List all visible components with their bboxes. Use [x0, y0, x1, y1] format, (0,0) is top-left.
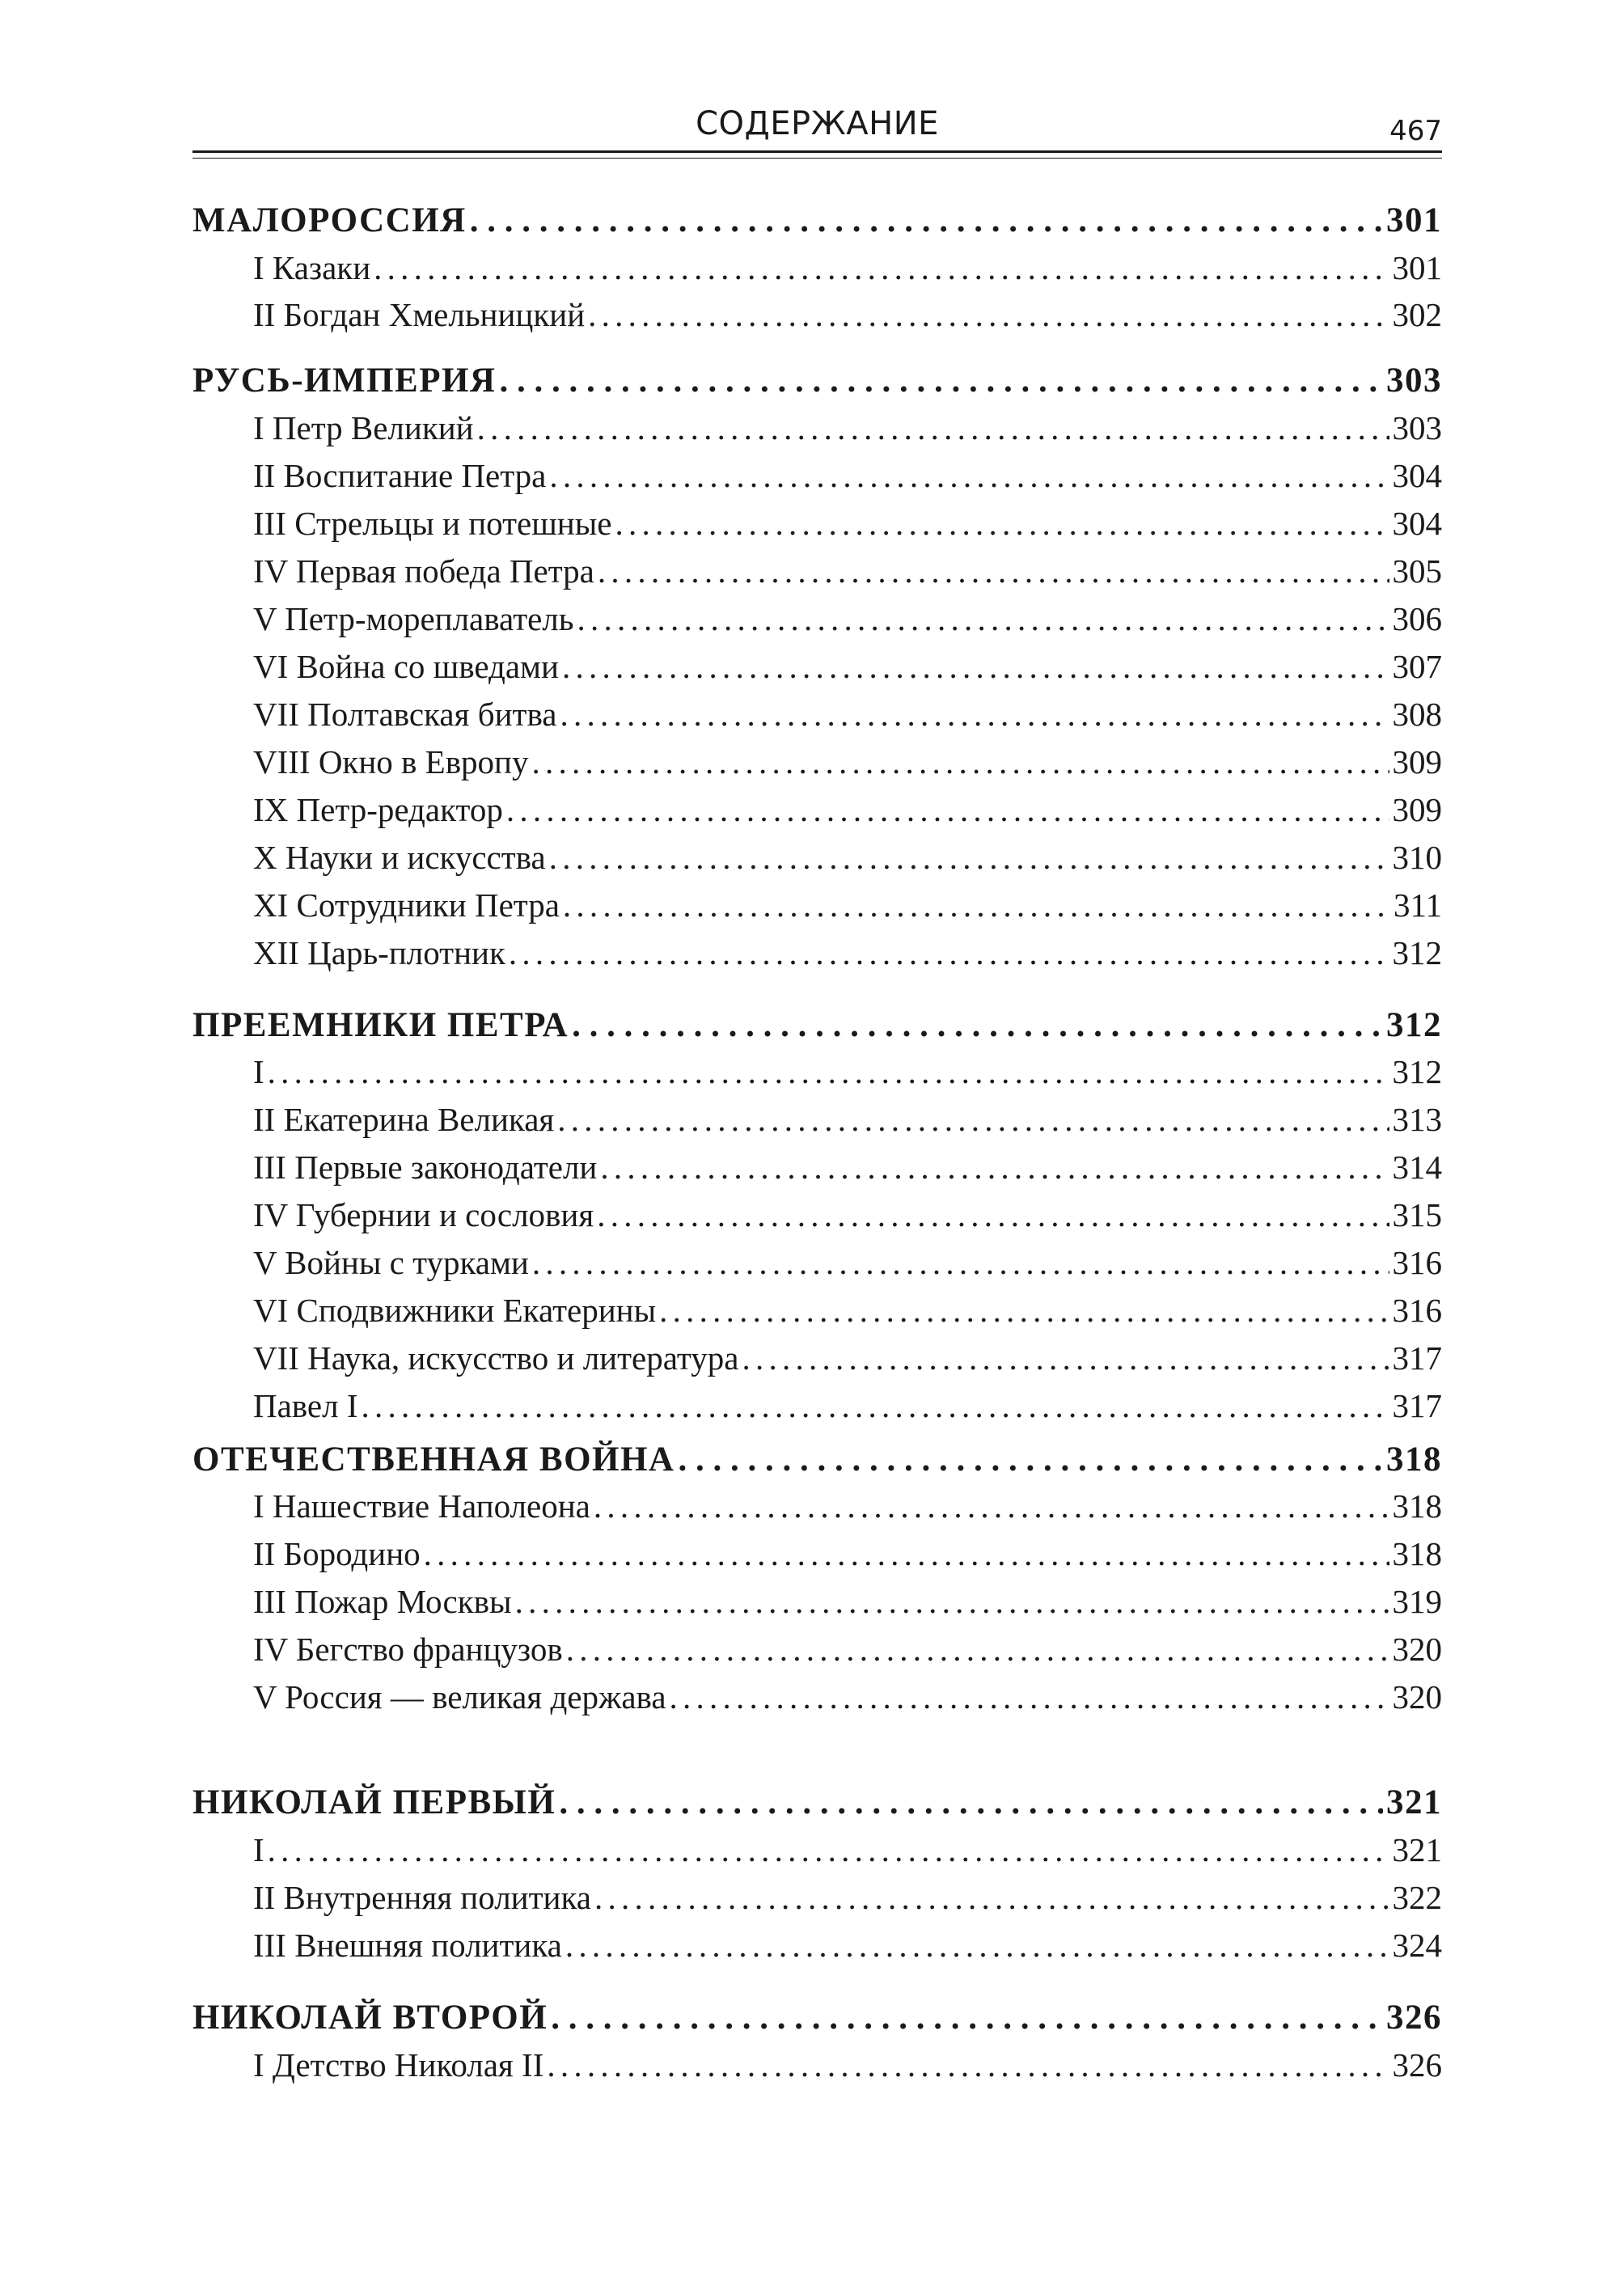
dot-leader: [562, 644, 1389, 689]
entry-page: 309: [1392, 743, 1442, 781]
entry-page: 305: [1392, 552, 1442, 590]
dot-leader: [678, 1437, 1383, 1483]
entry-page: 316: [1392, 1244, 1442, 1281]
entry-page: 306: [1392, 600, 1442, 637]
toc-entry[interactable]: [253, 1827, 1442, 1872]
dot-leader: [424, 1531, 1389, 1576]
entry-page: 316: [1392, 1292, 1442, 1329]
entry-page: 304: [1392, 457, 1442, 494]
dot-leader: [566, 1627, 1389, 1672]
toc-entry[interactable]: [253, 2042, 1442, 2088]
entry-page: 303: [1392, 409, 1442, 446]
entry-label: Павел I: [253, 1387, 358, 1424]
dot-leader: [594, 1483, 1389, 1529]
toc-entry[interactable]: [253, 787, 1442, 832]
entry-label: III Стрельцы и потешные: [253, 505, 612, 542]
entry-label: X Науки и искусства: [253, 839, 546, 876]
toc-entry[interactable]: [253, 1579, 1442, 1624]
dot-leader: [670, 1674, 1389, 1720]
entry-page: 321: [1392, 1831, 1442, 1868]
entry-label: II Бородино: [253, 1535, 421, 1572]
entry-page: 317: [1392, 1387, 1442, 1424]
dot-leader: [532, 739, 1389, 785]
dot-leader: [547, 2042, 1389, 2088]
toc-entry[interactable]: [253, 739, 1442, 785]
dot-leader: [470, 198, 1383, 243]
entry-page: 301: [1392, 249, 1442, 286]
section-page: 318: [1386, 1441, 1442, 1479]
entry-label: I: [253, 1831, 264, 1868]
section-page: 326: [1386, 1999, 1442, 2037]
entry-page: 320: [1392, 1678, 1442, 1716]
dot-leader: [499, 358, 1383, 404]
toc-section-heading[interactable]: [192, 1780, 1442, 1826]
toc-entry[interactable]: [253, 1674, 1442, 1720]
toc-entry[interactable]: [253, 1875, 1442, 1920]
entry-page: 312: [1392, 1053, 1442, 1090]
section-title: НИКОЛАЙ ПЕРВЫЙ: [192, 1783, 556, 1821]
entry-page: 315: [1392, 1196, 1442, 1233]
entry-label: II Екатерина Великая: [253, 1101, 555, 1138]
toc-entry[interactable]: [253, 405, 1442, 451]
entry-label: I: [253, 1053, 264, 1090]
toc-entry[interactable]: [253, 930, 1442, 975]
entry-label: III Внешняя политика: [253, 1927, 562, 1964]
entry-label: II Богдан Хмельницкий: [253, 296, 586, 333]
toc-entry[interactable]: [253, 1288, 1442, 1333]
dot-leader: [549, 453, 1389, 498]
section-page: 303: [1386, 362, 1442, 400]
toc-section-heading[interactable]: [192, 1995, 1442, 2041]
toc-entry[interactable]: [253, 1144, 1442, 1190]
dot-leader: [742, 1335, 1389, 1381]
entry-page: 310: [1392, 839, 1442, 876]
entry-page: 314: [1392, 1149, 1442, 1186]
section-title: НИКОЛАЙ ВТОРОЙ: [192, 1999, 548, 2037]
entry-label: VI Сподвижники Екатерины: [253, 1292, 657, 1329]
entry-label: VI Война со шведами: [253, 648, 559, 685]
toc-entry[interactable]: [253, 882, 1442, 928]
entry-label: I Петр Великий: [253, 409, 474, 446]
toc-entry[interactable]: [253, 548, 1442, 594]
running-head: [192, 104, 1442, 152]
dot-leader: [563, 882, 1390, 928]
entry-label: V Петр-мореплаватель: [253, 600, 574, 637]
dot-leader: [659, 1288, 1389, 1333]
dot-leader: [509, 930, 1389, 975]
toc-entry[interactable]: [253, 1192, 1442, 1237]
toc-entry[interactable]: [253, 596, 1442, 641]
entry-label: III Первые законодатели: [253, 1149, 598, 1186]
dot-leader: [362, 1383, 1389, 1428]
entry-page: 302: [1392, 296, 1442, 333]
entry-page: 309: [1392, 791, 1442, 828]
toc-entry[interactable]: [253, 1383, 1442, 1428]
entry-label: XII Царь-плотник: [253, 934, 505, 971]
toc-entry[interactable]: [253, 692, 1442, 737]
entry-label: XI Сотрудники Петра: [253, 886, 560, 924]
entry-page: 312: [1392, 934, 1442, 971]
entry-label: IV Бегство французов: [253, 1631, 563, 1668]
entry-page: 326: [1392, 2046, 1442, 2084]
dot-leader: [577, 596, 1389, 641]
section-title: МАЛОРОССИЯ: [192, 201, 467, 239]
entry-label: I Детство Николая II: [253, 2046, 544, 2084]
entry-label: III Пожар Москвы: [253, 1583, 512, 1620]
entry-label: VII Наука, искусство и литература: [253, 1339, 739, 1377]
dot-leader: [597, 1192, 1389, 1237]
toc-entry[interactable]: [253, 501, 1442, 546]
toc-entry[interactable]: [253, 1627, 1442, 1672]
entry-label: VIII Окно в Европу: [253, 743, 529, 781]
entry-page: 319: [1392, 1583, 1442, 1620]
section-title: ПРЕЕМНИКИ ПЕТРА: [192, 1006, 569, 1044]
entry-label: IX Петр-редактор: [253, 791, 503, 828]
entry-page: 308: [1392, 696, 1442, 733]
entry-page: 317: [1392, 1339, 1442, 1377]
running-title: СОДЕРЖАНИЕ: [696, 105, 939, 142]
entry-page: 318: [1392, 1535, 1442, 1572]
entry-page: 320: [1392, 1631, 1442, 1668]
toc-entry[interactable]: [253, 1335, 1442, 1381]
section-page: 301: [1386, 201, 1442, 239]
entry-page: 311: [1394, 886, 1442, 924]
page-number: 467: [1389, 115, 1442, 147]
dot-leader: [515, 1579, 1389, 1624]
entry-label: II Внутренняя политика: [253, 1879, 591, 1916]
dot-leader: [374, 245, 1389, 290]
section-title: РУСЬ-ИМПЕРИЯ: [192, 362, 497, 400]
toc-entry[interactable]: [253, 245, 1442, 290]
entry-label: IV Первая победа Петра: [253, 552, 594, 590]
dot-leader: [600, 1144, 1389, 1190]
entry-page: 313: [1392, 1101, 1442, 1138]
entry-label: II Воспитание Петра: [253, 457, 547, 494]
toc-section-heading[interactable]: [192, 1003, 1442, 1048]
dot-leader: [268, 1049, 1389, 1094]
toc-entry[interactable]: [253, 1483, 1442, 1529]
dot-leader: [598, 548, 1389, 594]
dot-leader: [565, 1923, 1389, 1968]
toc-entry[interactable]: [253, 835, 1442, 880]
entry-label: IV Губернии и сословия: [253, 1196, 594, 1233]
toc-entry[interactable]: [253, 453, 1442, 498]
dot-leader: [506, 787, 1389, 832]
toc-entry[interactable]: [253, 1240, 1442, 1285]
header-rule-thick: [192, 150, 1442, 153]
toc-entry[interactable]: [253, 1049, 1442, 1094]
dot-leader: [549, 835, 1389, 880]
dot-leader: [615, 501, 1389, 546]
dot-leader: [588, 292, 1389, 337]
entry-label: V Россия — великая держава: [253, 1678, 666, 1716]
dot-leader: [560, 692, 1389, 737]
dot-leader: [559, 1780, 1383, 1826]
dot-leader: [551, 1995, 1383, 2041]
toc-entry[interactable]: [253, 1531, 1442, 1576]
entry-page: 307: [1392, 648, 1442, 685]
dot-leader: [477, 405, 1389, 451]
entry-label: I Казаки: [253, 249, 371, 286]
entry-label: VII Полтавская битва: [253, 696, 557, 733]
toc-section-heading[interactable]: [192, 1437, 1442, 1483]
dot-leader: [532, 1240, 1389, 1285]
dot-leader: [557, 1097, 1389, 1142]
toc-section-heading[interactable]: [192, 358, 1442, 404]
entry-label: I Нашествие Наполеона: [253, 1487, 590, 1525]
dot-leader: [572, 1003, 1383, 1048]
entry-page: 318: [1392, 1487, 1442, 1525]
toc-entry[interactable]: [253, 1923, 1442, 1968]
dot-leader: [594, 1875, 1389, 1920]
toc-entry[interactable]: [253, 292, 1442, 337]
section-title: ОТЕЧЕСТВЕННАЯ ВОЙНА: [192, 1441, 675, 1479]
section-page: 312: [1386, 1006, 1442, 1044]
header-rule-thin: [192, 158, 1442, 159]
toc-section-heading[interactable]: [192, 198, 1442, 243]
toc-entry[interactable]: [253, 644, 1442, 689]
entry-label: V Войны с турками: [253, 1244, 529, 1281]
entry-page: 304: [1392, 505, 1442, 542]
toc-entry[interactable]: [253, 1097, 1442, 1142]
dot-leader: [268, 1827, 1389, 1872]
entry-page: 322: [1392, 1879, 1442, 1916]
section-page: 321: [1386, 1783, 1442, 1821]
entry-page: 324: [1392, 1927, 1442, 1964]
